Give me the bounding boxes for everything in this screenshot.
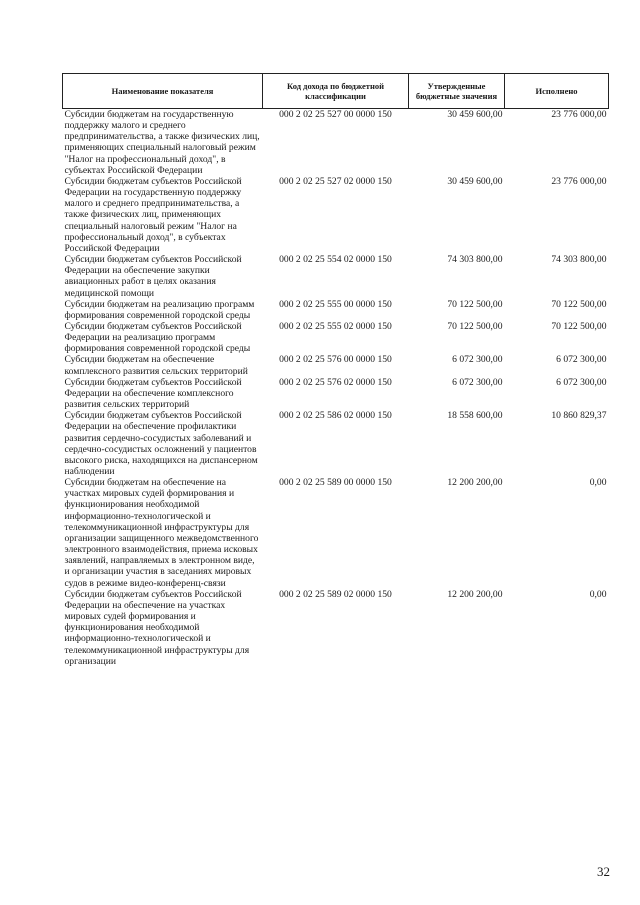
executed-value-cell: 23 776 000,00 <box>551 175 607 187</box>
income-code-cell: 000 2 02 25 576 02 0000 150 <box>279 376 392 388</box>
approved-value-cell: 6 072 300,00 <box>452 376 503 388</box>
approved-value-cell: 6 072 300,00 <box>452 354 503 366</box>
income-code-cell: 000 2 02 25 589 00 0000 150 <box>279 477 392 489</box>
header-executed: Исполнено <box>505 74 609 109</box>
header-income-code: Код дохода по бюджетной классификации <box>263 74 409 109</box>
income-code-cell: 000 2 02 25 555 00 0000 150 <box>279 298 392 310</box>
approved-value-cell: 70 122 500,00 <box>447 298 503 310</box>
executed-value-cell: 70 122 500,00 <box>551 298 607 310</box>
indicator-name-cell: Субсидии бюджетам на государственную поддержку малого и среднего предпринимательства, а также физических лиц, применяющих специальный налоговый режим "Налог на профессиональный доход", в субъектах Российской Федерации <box>64 109 260 176</box>
executed-value-cell: 6 072 300,00 <box>556 376 607 388</box>
executed-value-cell: 10 860 829,37 <box>551 410 607 422</box>
executed-value-cell: 23 776 000,00 <box>551 109 607 120</box>
indicator-name-cell: Субсидии бюджетам субъектов Российской Федерации на обеспечение закупки авиационных работ в целях оказания медицинской помощи <box>64 254 242 299</box>
income-code-cell: 000 2 02 25 586 02 0000 150 <box>279 410 392 422</box>
executed-value-cell: 6 072 300,00 <box>556 354 607 366</box>
table-row <box>63 589 609 667</box>
income-code-cell: 000 2 02 25 527 02 0000 150 <box>279 175 392 187</box>
table-row <box>63 299 609 321</box>
indicator-name-cell: Субсидии бюджетам на обеспечение комплексного развития сельских территорий <box>64 354 248 377</box>
table-row <box>63 477 609 589</box>
executed-value-cell: 70 122 500,00 <box>551 320 607 332</box>
approved-value-cell: 74 303 800,00 <box>447 254 503 266</box>
indicator-name-cell: Субсидии бюджетам на обеспечение на участках мировых судей формирования и функционирования необходимой информационно-технологической и телекоммуникационной инфраструктуры для организации защищенного межведомственного электронного взаимодействия, приема исковых заявлений, направляемых в электронном виде, и организации участия в заседаниях мировых судов в режиме видео-конференц-связи <box>64 477 259 589</box>
income-code-cell: 000 2 02 25 589 02 0000 150 <box>279 588 392 600</box>
indicator-name-cell: Субсидии бюджетам субъектов Российской Федерации на обеспечение комплексного развития сельских территорий <box>64 376 242 411</box>
executed-value-cell: 74 303 800,00 <box>551 254 607 266</box>
approved-value-cell: 12 200 200,00 <box>447 588 503 600</box>
page-number: 32 <box>597 864 610 879</box>
table-row <box>63 254 609 299</box>
executed-value-cell: 0,00 <box>589 588 607 600</box>
approved-value-cell: 70 122 500,00 <box>447 320 503 332</box>
table-row <box>63 377 609 410</box>
header-indicator-name: Наименование показателя <box>63 74 263 109</box>
header-approved-values: Утвержденные бюджетные значения <box>409 74 505 109</box>
indicator-name-cell: Субсидии бюджетам на реализацию программ формирования современной городской среды <box>64 298 255 321</box>
table-row <box>63 176 609 254</box>
approved-value-cell: 30 459 600,00 <box>447 109 503 120</box>
indicator-name-cell: Субсидии бюджетам субъектов Российской Федерации на государственную поддержку малого и среднего предпринимательства, а также физических лиц, применяющих специальный налоговый режим "Налог на профессиональный доход", в субъектах Российской Федерации <box>64 175 242 254</box>
income-code-cell: 000 2 02 25 554 02 0000 150 <box>279 254 392 266</box>
table-row <box>63 354 609 376</box>
table-header-row <box>63 74 609 109</box>
budget-table <box>62 73 609 667</box>
indicator-name-cell: Субсидии бюджетам субъектов Российской Федерации на реализацию программ формирования современной городской среды <box>64 320 251 355</box>
approved-value-cell: 18 558 600,00 <box>447 410 503 422</box>
table-row <box>63 321 609 354</box>
indicator-name-cell: Субсидии бюджетам субъектов Российской Федерации на обеспечение на участках мировых судей формирования и функционирования необходимой информационно-технологической и телекоммуникационной инфраструктуры для организации <box>64 588 250 667</box>
executed-value-cell: 0,00 <box>589 477 607 489</box>
indicator-name-cell: Субсидии бюджетам субъектов Российской Федерации на обеспечение профилактики развития сердечно-сосудистых заболеваний и сердечно-сосудистых осложнений у пациентов высокого риска, находящихся на диспансерном наблюдении <box>64 410 258 477</box>
table-row <box>63 410 609 477</box>
approved-value-cell: 30 459 600,00 <box>447 175 503 187</box>
income-code-cell: 000 2 02 25 555 02 0000 150 <box>279 320 392 332</box>
income-code-cell: 000 2 02 25 527 00 0000 150 <box>279 109 392 120</box>
approved-value-cell: 12 200 200,00 <box>447 477 503 489</box>
table-row <box>63 109 609 176</box>
income-code-cell: 000 2 02 25 576 00 0000 150 <box>279 354 392 366</box>
